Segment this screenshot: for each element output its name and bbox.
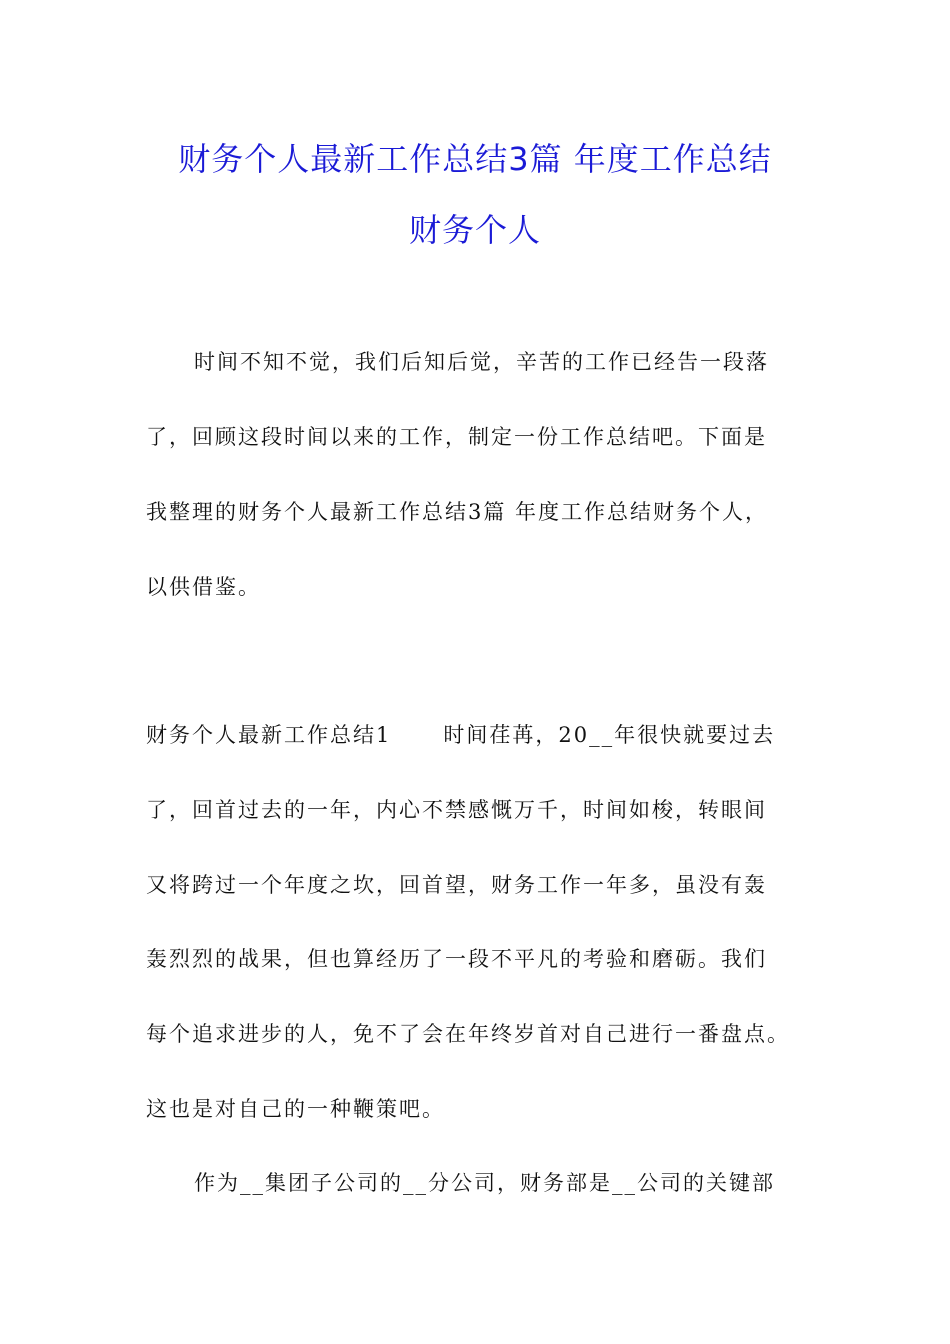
paragraph-line: 这也是对自己的一种鞭策吧。 (146, 1097, 445, 1121)
paragraph-line: 时间不知不觉，我们后知后觉，辛苦的工作已经告一段落 (194, 350, 769, 374)
paragraph-line: 又将跨过一个年度之坎，回首望，财务工作一年多，虽没有轰 (146, 873, 767, 897)
paragraph-line: 了，回首过去的一年，内心不禁感慨万千，时间如梭，转眼间 (146, 798, 767, 822)
paragraph-line: 每个追求进步的人，免不了会在年终岁首对自己进行一番盘点。 (146, 1022, 790, 1046)
document-title-line-1: 财务个人最新工作总结3篇 年度工作总结 (178, 140, 772, 178)
document-title-line-2: 财务个人 (408, 211, 541, 249)
paragraph-line: 作为__集团子公司的__分公司，财务部是__公司的关键部 (194, 1171, 775, 1195)
section-heading-line: 财务个人最新工作总结1 时间荏苒，20__年很快就要过去 (146, 723, 776, 747)
paragraph-line: 以供借鉴。 (146, 575, 261, 599)
paragraph-line: 我整理的财务个人最新工作总结3篇 年度工作总结财务个人， (146, 500, 769, 524)
paragraph-line: 轰烈烈的战果，但也算经历了一段不平凡的考验和磨砺。我们 (146, 947, 767, 971)
paragraph-line: 了，回顾这段时间以来的工作，制定一份工作总结吧。下面是 (146, 425, 767, 449)
